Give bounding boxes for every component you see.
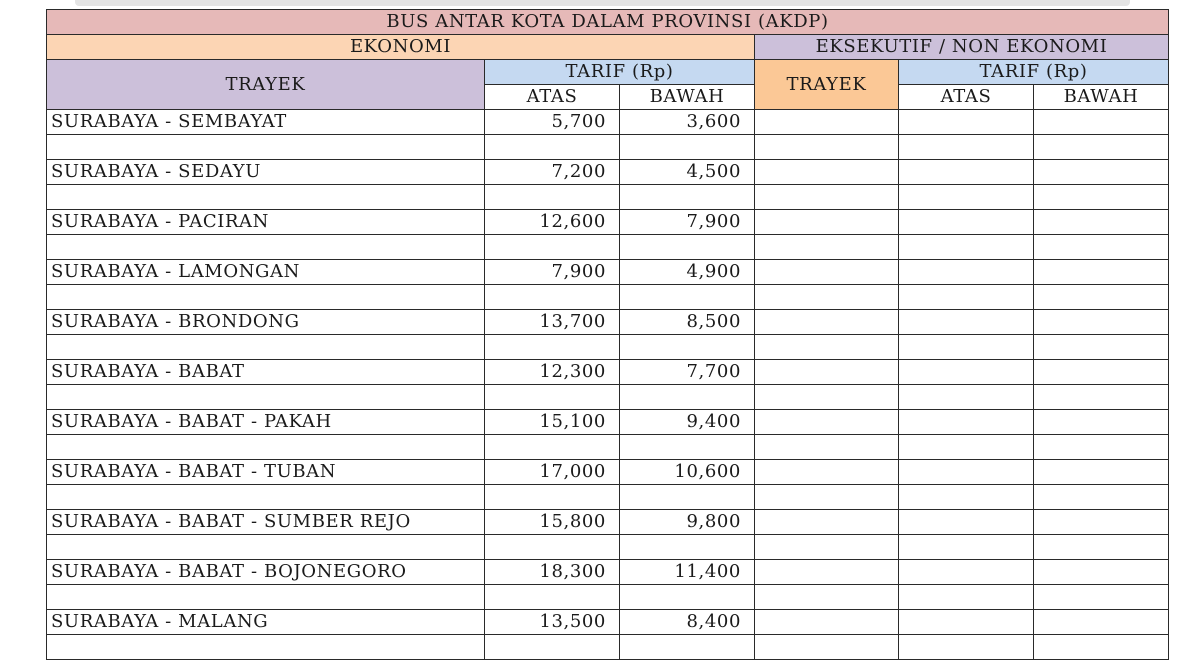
tarif-atas-cell: 12,600 xyxy=(485,210,620,235)
tarif-atas-cell: 13,700 xyxy=(485,310,620,335)
eksekutif-trayek-cell xyxy=(755,310,899,335)
tarif-atas-cell: 15,100 xyxy=(485,410,620,435)
empty-cell xyxy=(1034,435,1169,460)
tarif-bawah-cell: 9,400 xyxy=(620,410,755,435)
tarif-atas-cell: 7,200 xyxy=(485,160,620,185)
eksekutif-atas-cell xyxy=(899,610,1034,635)
empty-cell xyxy=(755,335,899,360)
empty-cell xyxy=(620,635,755,660)
eksekutif-bawah-cell xyxy=(1034,110,1169,135)
empty-cell xyxy=(620,385,755,410)
empty-cell xyxy=(485,485,620,510)
table-row xyxy=(47,260,1169,285)
top-divider xyxy=(75,0,1130,6)
spacer-row xyxy=(47,335,1169,360)
eksekutif-bawah-cell xyxy=(1034,610,1169,635)
route-cell: SURABAYA - PACIRAN xyxy=(47,210,485,235)
empty-cell xyxy=(899,235,1034,260)
empty-cell xyxy=(755,435,899,460)
empty-cell xyxy=(899,135,1034,160)
empty-cell xyxy=(47,385,485,410)
empty-cell xyxy=(620,585,755,610)
tariff-sheet xyxy=(46,9,1169,660)
tarif-atas-cell: 18,300 xyxy=(485,560,620,585)
table-title: BUS ANTAR KOTA DALAM PROVINSI (AKDP) xyxy=(47,10,1169,35)
eksekutif-trayek-cell xyxy=(755,360,899,385)
empty-cell xyxy=(620,135,755,160)
empty-cell xyxy=(485,235,620,260)
section-eksekutif: EKSEKUTIF / NON EKONOMI xyxy=(755,35,1169,60)
empty-cell xyxy=(755,485,899,510)
empty-cell xyxy=(755,135,899,160)
spacer-row xyxy=(47,585,1169,610)
tarif-atas-cell: 15,800 xyxy=(485,510,620,535)
tarif-bawah-cell: 11,400 xyxy=(620,560,755,585)
tarif-atas-cell: 5,700 xyxy=(485,110,620,135)
tarif-bawah-cell: 8,400 xyxy=(620,610,755,635)
tarif-bawah-cell: 9,800 xyxy=(620,510,755,535)
eksekutif-bawah-cell xyxy=(1034,360,1169,385)
empty-cell xyxy=(755,635,899,660)
empty-cell xyxy=(620,185,755,210)
eksekutif-trayek-cell xyxy=(755,110,899,135)
empty-cell xyxy=(1034,285,1169,310)
table-row xyxy=(47,210,1169,235)
eksekutif-trayek-cell xyxy=(755,560,899,585)
empty-cell xyxy=(899,585,1034,610)
tarif-atas-cell: 13,500 xyxy=(485,610,620,635)
empty-cell xyxy=(1034,635,1169,660)
table-row xyxy=(47,160,1169,185)
tarif-atas-cell: 12,300 xyxy=(485,360,620,385)
empty-cell xyxy=(47,335,485,360)
route-cell: SURABAYA - BRONDONG xyxy=(47,310,485,335)
table-row xyxy=(47,310,1169,335)
eksekutif-bawah-cell xyxy=(1034,510,1169,535)
empty-cell xyxy=(899,635,1034,660)
empty-cell xyxy=(899,535,1034,560)
route-cell: SURABAYA - BABAT - BOJONEGORO xyxy=(47,560,485,585)
eksekutif-trayek-cell xyxy=(755,460,899,485)
table-row xyxy=(47,560,1169,585)
eksekutif-bawah-cell xyxy=(1034,460,1169,485)
tarif-bawah-cell: 8,500 xyxy=(620,310,755,335)
empty-cell xyxy=(755,585,899,610)
eksekutif-trayek-cell xyxy=(755,260,899,285)
empty-cell xyxy=(47,485,485,510)
empty-cell xyxy=(899,185,1034,210)
empty-cell xyxy=(899,285,1034,310)
empty-cell xyxy=(47,535,485,560)
eksekutif-trayek-cell xyxy=(755,160,899,185)
spacer-row xyxy=(47,435,1169,460)
empty-cell xyxy=(620,485,755,510)
empty-cell xyxy=(485,335,620,360)
empty-cell xyxy=(1034,235,1169,260)
route-cell: SURABAYA - BABAT - SUMBER REJO xyxy=(47,510,485,535)
tarif-bawah-cell: 10,600 xyxy=(620,460,755,485)
eksekutif-trayek-cell xyxy=(755,510,899,535)
empty-cell xyxy=(620,335,755,360)
spacer-row xyxy=(47,235,1169,260)
empty-cell xyxy=(1034,185,1169,210)
tarif-atas-cell: 7,900 xyxy=(485,260,620,285)
empty-cell xyxy=(755,185,899,210)
empty-cell xyxy=(485,585,620,610)
empty-cell xyxy=(47,185,485,210)
route-cell: SURABAYA - SEMBAYAT xyxy=(47,110,485,135)
spacer-row xyxy=(47,135,1169,160)
route-cell: SURABAYA - BABAT - PAKAH xyxy=(47,410,485,435)
header-trayek-eksekutif: TRAYEK xyxy=(755,60,899,110)
eksekutif-atas-cell xyxy=(899,510,1034,535)
empty-cell xyxy=(485,535,620,560)
eksekutif-trayek-cell xyxy=(755,410,899,435)
eksekutif-bawah-cell xyxy=(1034,210,1169,235)
spacer-row xyxy=(47,185,1169,210)
table-row xyxy=(47,410,1169,435)
eksekutif-atas-cell xyxy=(899,460,1034,485)
table-row xyxy=(47,510,1169,535)
eksekutif-bawah-cell xyxy=(1034,160,1169,185)
tarif-bawah-cell: 4,500 xyxy=(620,160,755,185)
header-trayek-ekonomi: TRAYEK xyxy=(47,60,485,110)
header-tarif-ekonomi: TARIF (Rp) xyxy=(485,60,755,85)
eksekutif-atas-cell xyxy=(899,260,1034,285)
tarif-bawah-cell: 7,700 xyxy=(620,360,755,385)
empty-cell xyxy=(620,235,755,260)
tarif-bawah-cell: 4,900 xyxy=(620,260,755,285)
eksekutif-bawah-cell xyxy=(1034,310,1169,335)
empty-cell xyxy=(620,285,755,310)
tarif-bawah-cell: 7,900 xyxy=(620,210,755,235)
section-ekonomi: EKONOMI xyxy=(47,35,755,60)
empty-cell xyxy=(47,435,485,460)
eksekutif-atas-cell xyxy=(899,210,1034,235)
empty-cell xyxy=(620,535,755,560)
empty-cell xyxy=(47,235,485,260)
empty-cell xyxy=(1034,135,1169,160)
empty-cell xyxy=(47,285,485,310)
empty-cell xyxy=(755,385,899,410)
table-row xyxy=(47,610,1169,635)
eksekutif-trayek-cell xyxy=(755,210,899,235)
eksekutif-atas-cell xyxy=(899,410,1034,435)
empty-cell xyxy=(1034,585,1169,610)
empty-cell xyxy=(485,185,620,210)
empty-cell xyxy=(485,285,620,310)
header-bawah-ekonomi: BAWAH xyxy=(620,85,755,110)
empty-cell xyxy=(755,235,899,260)
empty-cell xyxy=(485,435,620,460)
spacer-row xyxy=(47,535,1169,560)
route-cell: SURABAYA - SEDAYU xyxy=(47,160,485,185)
empty-cell xyxy=(899,435,1034,460)
empty-cell xyxy=(47,635,485,660)
empty-cell xyxy=(485,635,620,660)
empty-cell xyxy=(755,535,899,560)
empty-cell xyxy=(1034,535,1169,560)
route-cell: SURABAYA - LAMONGAN xyxy=(47,260,485,285)
eksekutif-atas-cell xyxy=(899,360,1034,385)
spacer-row xyxy=(47,485,1169,510)
empty-cell xyxy=(485,385,620,410)
empty-cell xyxy=(1034,485,1169,510)
table-row xyxy=(47,460,1169,485)
route-cell: SURABAYA - MALANG xyxy=(47,610,485,635)
route-cell: SURABAYA - BABAT - TUBAN xyxy=(47,460,485,485)
eksekutif-bawah-cell xyxy=(1034,260,1169,285)
eksekutif-bawah-cell xyxy=(1034,410,1169,435)
header-bawah-eksekutif: BAWAH xyxy=(1034,85,1169,110)
empty-cell xyxy=(899,385,1034,410)
eksekutif-atas-cell xyxy=(899,160,1034,185)
empty-cell xyxy=(1034,385,1169,410)
tarif-atas-cell: 17,000 xyxy=(485,460,620,485)
table-row xyxy=(47,360,1169,385)
spacer-row xyxy=(47,385,1169,410)
empty-cell xyxy=(899,485,1034,510)
tarif-bawah-cell: 3,600 xyxy=(620,110,755,135)
eksekutif-trayek-cell xyxy=(755,610,899,635)
header-atas-ekonomi: ATAS xyxy=(485,85,620,110)
eksekutif-bawah-cell xyxy=(1034,560,1169,585)
empty-cell xyxy=(755,285,899,310)
route-cell: SURABAYA - BABAT xyxy=(47,360,485,385)
empty-cell xyxy=(1034,335,1169,360)
table-row xyxy=(47,110,1169,135)
eksekutif-atas-cell xyxy=(899,110,1034,135)
tariff-table xyxy=(46,9,1169,660)
empty-cell xyxy=(47,135,485,160)
spacer-row xyxy=(47,285,1169,310)
eksekutif-atas-cell xyxy=(899,560,1034,585)
spacer-row xyxy=(47,635,1169,660)
eksekutif-atas-cell xyxy=(899,310,1034,335)
empty-cell xyxy=(620,435,755,460)
empty-cell xyxy=(47,585,485,610)
header-tarif-eksekutif: TARIF (Rp) xyxy=(899,60,1169,85)
header-atas-eksekutif: ATAS xyxy=(899,85,1034,110)
empty-cell xyxy=(485,135,620,160)
empty-cell xyxy=(899,335,1034,360)
